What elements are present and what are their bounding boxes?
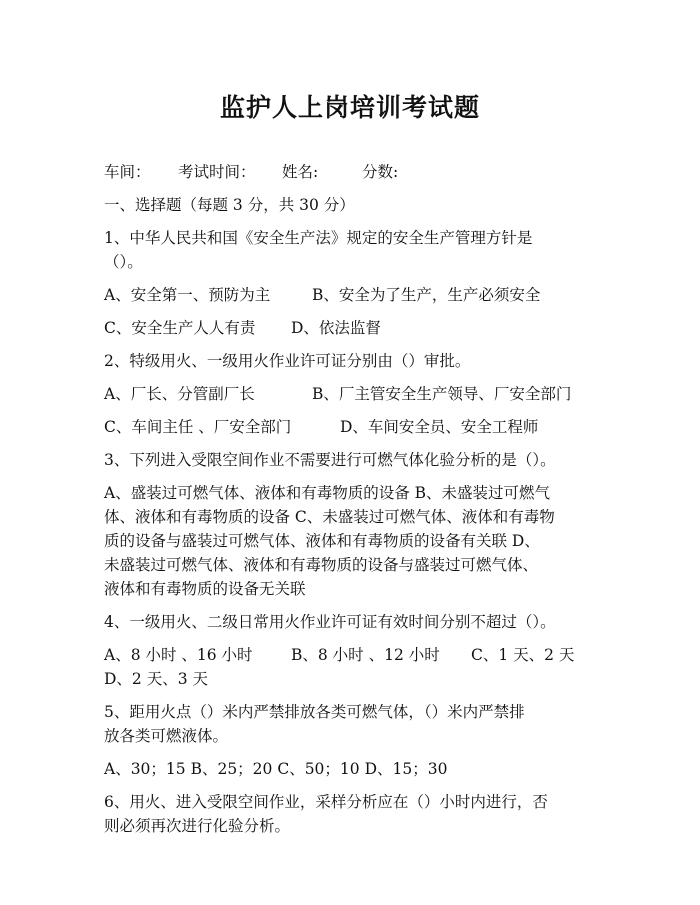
q1-option-d: D、依法监督 bbox=[291, 319, 381, 337]
q1-options-row2 bbox=[104, 316, 604, 340]
q3-options-line: 质的设备与盛装过可燃气体、液体和有毒物质的设备有关联 D、 bbox=[104, 532, 540, 550]
q2-option-a: A、厂长、分管副厂长 bbox=[104, 385, 255, 403]
q1-option-c: C、安全生产人人有责 bbox=[104, 319, 256, 337]
q2-option-d: D、车间安全员、安全工程师 bbox=[340, 418, 539, 436]
q6-stem-line1: 6、用火、进入受限空间作业，采样分析应在（）小时内进行，否 bbox=[104, 793, 548, 811]
exam-time-label: 考试时间： bbox=[178, 163, 256, 181]
section-heading: 一、选择题（每题 3 分，共 30 分） bbox=[104, 196, 355, 214]
q4-option-a: A、8 小时 、16 小时 bbox=[104, 646, 253, 664]
q4-stem: 4、一级用火、二级日常用火作业许可证有效时间分别不超过（）。 bbox=[104, 613, 556, 631]
q4-option-b: B、8 小时 、12 小时 bbox=[291, 646, 440, 664]
q2-option-b: B、厂主管安全生产领导、厂安全部门 bbox=[312, 385, 572, 403]
q5-stem-line1: 5、距用火点（）米内严禁排放各类可燃气体，（）米内严禁排 bbox=[104, 703, 525, 721]
q3-options-line: 未盛装过可燃气体、液体和有毒物质的设备与盛装过可燃气体、 bbox=[104, 556, 539, 574]
q5-options: A、30；15 B、25；20 C、50；10 D、15；30 bbox=[104, 760, 448, 778]
q3-options-line: 体、液体和有毒物质的设备 C、未盛装过可燃气体、液体和有毒物 bbox=[104, 508, 555, 526]
q2-options-row2 bbox=[104, 415, 604, 439]
q4-option-d: D、2 天、3 天 bbox=[104, 670, 209, 688]
q1-option-a: A、安全第一、预防为主 bbox=[104, 286, 271, 304]
q3-stem: 3、下列进入受限空间作业不需要进行可燃气体化验分析的是（）。 bbox=[104, 451, 556, 469]
q1-options-row1 bbox=[104, 283, 604, 307]
q1-stem-line1: 1、中华人民共和国《安全生产法》规定的安全生产管理方针是 bbox=[104, 229, 533, 247]
name-label: 姓名: bbox=[282, 163, 319, 181]
q3-options-line: 液体和有毒物质的设备无关联 bbox=[104, 580, 306, 598]
score-label: 分数: bbox=[362, 163, 399, 181]
q2-options-row1 bbox=[104, 382, 604, 406]
exam-body bbox=[104, 160, 604, 838]
q1-option-b: B、安全为了生产，生产必须安全 bbox=[312, 286, 541, 304]
q4-options-row1 bbox=[104, 643, 604, 667]
workshop-label: 车间： bbox=[104, 163, 151, 181]
q2-stem: 2、特级用火、一级用火作业许可证分别由（）审批。 bbox=[104, 352, 471, 370]
q2-option-c: C、车间主任 、厂安全部门 bbox=[104, 418, 292, 436]
page-title: 监护人上岗培训考试题 bbox=[219, 93, 480, 122]
q3-options-line: A、盛装过可燃气体、液体和有毒物质的设备 B、未盛装过可燃气 bbox=[104, 484, 551, 502]
q4-option-c: C、1 天、2 天 bbox=[471, 646, 575, 664]
q6-stem-line2: 则必须再次进行化验分析。 bbox=[104, 817, 291, 835]
q1-stem-line2: （）。 bbox=[104, 253, 143, 271]
info-line bbox=[104, 160, 604, 184]
q5-stem-line2: 放各类可燃液体。 bbox=[104, 727, 229, 745]
